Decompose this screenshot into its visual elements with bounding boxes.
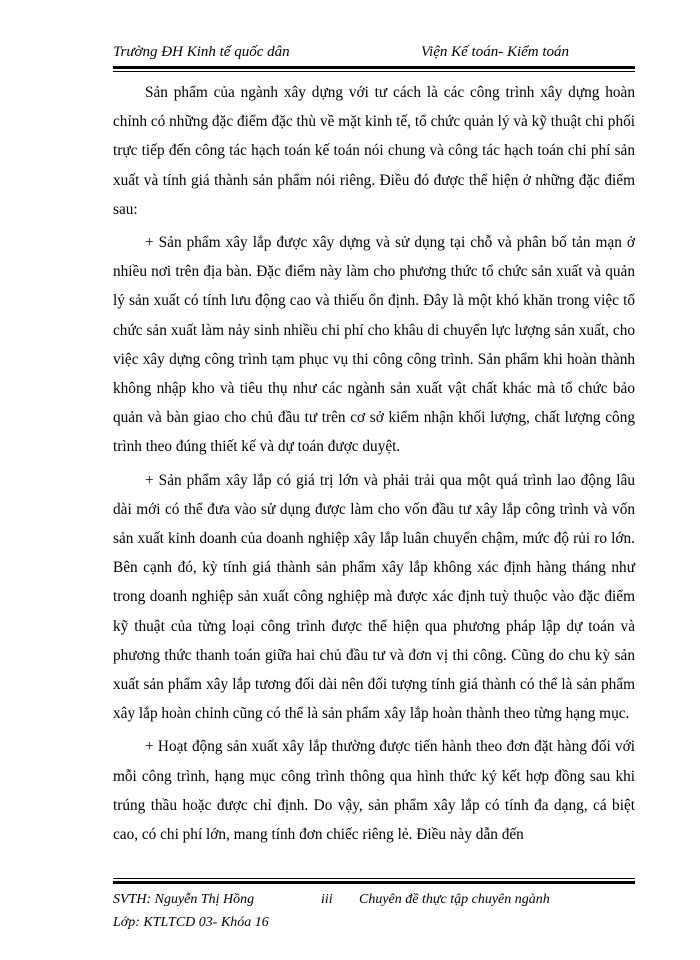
- header-school: Trường ĐH Kinh tế quốc dân: [113, 44, 290, 60]
- footer-rule-thick: [113, 881, 635, 884]
- paragraph-point-3: + Hoạt động sản xuất xây lắp thường được tiến hành theo đơn đặt hàng đối với mỗi công trình, hạng mục công trình thông qua hình thức ký kết hợp đồng sau khi trúng thầu hoặc được chỉ định. Do vậy, sản phẩm xây lắp có tính đa dạng, cá biệt cao, có chi phí lớn, mang tính đơn chiếc riêng lẻ. Điều này dẫn đến: [113, 738, 635, 844]
- header-rule-thin: [113, 71, 635, 72]
- footer-topic: Chuyên đề thực tập chuyên ngành: [359, 892, 550, 907]
- footer-student: SVTH: Nguyễn Thị Hồng: [113, 892, 255, 907]
- footer-rule-thin: [113, 878, 635, 879]
- page-header: [113, 44, 633, 64]
- footer-page-number: iii: [321, 892, 333, 907]
- document-body: [113, 78, 635, 853]
- paragraph-point-2: + Sản phẩm xây lắp có giá trị lớn và phải trải qua một quá trình lao động lâu dài mới có thể đưa vào sử dụng được làm cho vốn đầu tư xây lắp công trình và vốn sản xuất kinh doanh của doanh nghiệp xây lắp luân chuyển chậm, mức độ rủi ro lớn. Bên cạnh đó, kỳ tính giá thành sản phẩm xây lắp không xác định hàng tháng như trong doanh nghiệp sản xuất công nghiệp mà được xác định tuỳ thuộc vào đặc điểm kỹ thuật của từng loại công trình được thể hiện qua phương pháp lập dự toán và phương thức thanh toán giữa hai chủ đầu tư và đơn vị thi công. Cũng do chu kỳ sản xuất sản phẩm xây lắp tương đối dài nên đối tượng tính giá thành có thể là sản phẩm xây lắp hoàn chỉnh cũng có thể là sản phẩm xây lắp hoàn thành theo từng hạng mục.: [113, 471, 635, 723]
- header-institute: Viện Kế toán- Kiểm toán: [421, 44, 570, 60]
- paragraph-point-1: + Sản phẩm xây lắp được xây dựng và sử dụng tại chỗ và phân bố tản mạn ở nhiều nơi trên địa bàn. Đặc điểm này làm cho phương thức tổ chức sản xuất và quản lý sản xuất có tính lưu động cao và thiếu ổn định. Đây là một khó khăn trong việc tổ chức sản xuất làm nảy sinh nhiều chi phí cho khâu di chuyển lực lượng sản xuất, cho việc xây dựng công trình tạm phục vụ thi công công trình. Sản phẩm khi hoàn thành không nhập kho và tiêu thụ như các ngành sản xuất vật chất khác mà tổ chức bảo quản và bàn giao cho chủ đầu tư trên cơ sở kiểm nhận khối lượng, chất lượng công trình theo đúng thiết kế và dự toán được duyệt.: [113, 234, 635, 456]
- header-rule-thick: [113, 66, 635, 69]
- footer-class: Lớp: KTLTCD 03- Khóa 16: [113, 915, 269, 930]
- paragraph-intro: Sản phẩm của ngành xây dựng với tư cách là các công trình xây dựng hoàn chỉnh có những đặc điểm đặc thù về mặt kinh tế, tổ chức quản lý và kỹ thuật chi phối trực tiếp đến công tác hạch toán kế toán nói chung và công tác hạch toán chi phí sản xuất và tính giá thành sản phẩm nói riêng. Điều đó được thể hiện ở những đặc điểm sau:: [113, 84, 635, 218]
